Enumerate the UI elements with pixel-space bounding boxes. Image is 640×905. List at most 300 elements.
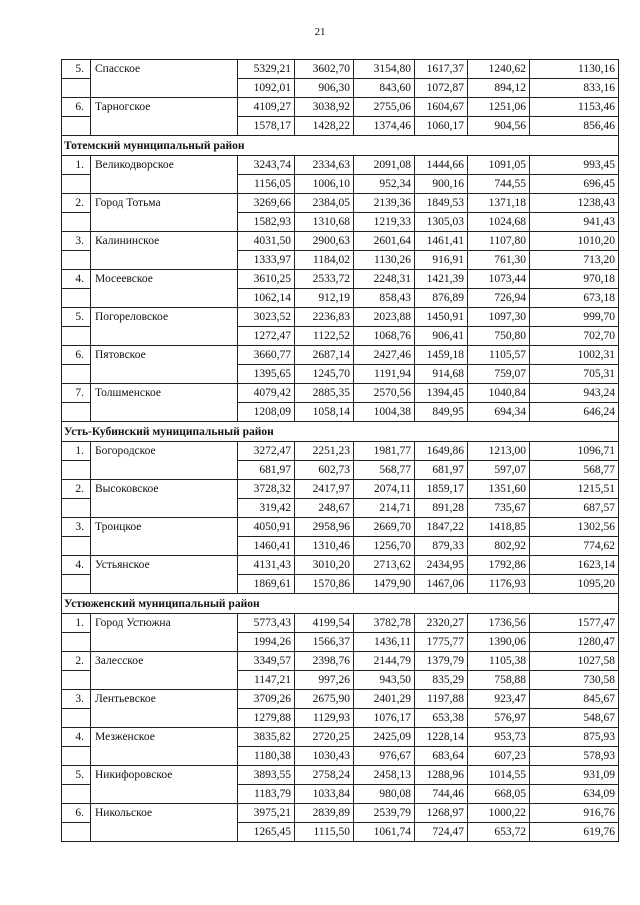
value-cell: 1310,46	[295, 537, 354, 556]
value-cell: 1072,87	[415, 79, 468, 98]
value-cell: 668,05	[468, 785, 530, 804]
value-cell: 1002,31	[530, 346, 619, 365]
tariff-table	[61, 59, 619, 842]
value-cell: 1395,65	[238, 365, 295, 384]
value-cell: 1450,91	[415, 308, 468, 327]
value-cell: 3243,74	[238, 156, 295, 175]
settlement-name: Город Устюжна	[91, 614, 238, 652]
value-cell: 1156,05	[238, 175, 295, 194]
value-cell: 802,92	[468, 537, 530, 556]
value-cell: 607,23	[468, 747, 530, 766]
value-cell: 2251,23	[295, 442, 354, 461]
value-cell: 548,67	[530, 709, 619, 728]
value-cell: 319,42	[238, 499, 295, 518]
value-cell: 2434,95	[415, 556, 468, 575]
value-cell: 1014,55	[468, 766, 530, 785]
table-row	[62, 156, 619, 175]
value-cell: 904,56	[468, 117, 530, 136]
value-cell: 876,89	[415, 289, 468, 308]
value-cell: 912,19	[295, 289, 354, 308]
value-cell: 879,33	[415, 537, 468, 556]
value-cell: 1256,70	[354, 537, 415, 556]
value-cell: 1197,88	[415, 690, 468, 709]
value-cell: 952,34	[354, 175, 415, 194]
value-cell: 875,93	[530, 728, 619, 747]
value-cell: 726,94	[468, 289, 530, 308]
settlement-name: Погореловское	[91, 308, 238, 346]
table-row	[62, 384, 619, 403]
value-cell: 1570,86	[295, 575, 354, 594]
value-cell: 1213,00	[468, 442, 530, 461]
value-cell: 705,31	[530, 365, 619, 384]
value-cell: 1000,22	[468, 804, 530, 823]
section-title: Устюженский муниципальный район	[62, 594, 619, 614]
settlement-name: Пятовское	[91, 346, 238, 384]
value-cell: 4131,43	[238, 556, 295, 575]
row-index-empty	[62, 403, 91, 422]
value-cell: 2320,27	[415, 614, 468, 633]
value-cell: 1280,47	[530, 633, 619, 652]
value-cell: 1351,60	[468, 480, 530, 499]
row-index-empty	[62, 117, 91, 136]
value-cell: 3602,70	[295, 60, 354, 79]
row-index-empty	[62, 327, 91, 346]
value-cell: 1649,86	[415, 442, 468, 461]
value-cell: 2539,79	[354, 804, 415, 823]
value-cell: 1073,44	[468, 270, 530, 289]
value-cell: 941,43	[530, 213, 619, 232]
row-index-empty	[62, 823, 91, 842]
value-cell: 1617,37	[415, 60, 468, 79]
value-cell: 1068,76	[354, 327, 415, 346]
row-index: 5.	[62, 308, 91, 327]
value-cell: 1004,38	[354, 403, 415, 422]
value-cell: 1333,97	[238, 251, 295, 270]
row-index-empty	[62, 633, 91, 652]
value-cell: 1107,80	[468, 232, 530, 251]
settlement-name: Высоковское	[91, 480, 238, 518]
value-cell: 4079,42	[238, 384, 295, 403]
value-cell: 993,45	[530, 156, 619, 175]
value-cell: 1582,93	[238, 213, 295, 232]
table-row	[62, 442, 619, 461]
value-cell: 1461,41	[415, 232, 468, 251]
value-cell: 1228,14	[415, 728, 468, 747]
value-cell: 999,70	[530, 308, 619, 327]
row-index-empty	[62, 289, 91, 308]
value-cell: 1105,57	[468, 346, 530, 365]
table-row	[62, 766, 619, 785]
settlement-name: Богородское	[91, 442, 238, 480]
value-cell: 3782,78	[354, 614, 415, 633]
value-cell: 2687,14	[295, 346, 354, 365]
value-cell: 750,80	[468, 327, 530, 346]
row-index-empty	[62, 461, 91, 480]
table-row	[62, 98, 619, 117]
value-cell: 1444,66	[415, 156, 468, 175]
value-cell: 761,30	[468, 251, 530, 270]
value-cell: 724,47	[415, 823, 468, 842]
value-cell: 576,97	[468, 709, 530, 728]
value-cell: 2091,08	[354, 156, 415, 175]
row-index-empty	[62, 537, 91, 556]
settlement-name: Мосеевское	[91, 270, 238, 308]
settlement-name: Никифоровское	[91, 766, 238, 804]
value-cell: 646,24	[530, 403, 619, 422]
row-index: 2.	[62, 652, 91, 671]
value-cell: 619,76	[530, 823, 619, 842]
table-row	[62, 308, 619, 327]
value-cell: 1062,14	[238, 289, 295, 308]
value-cell: 1279,88	[238, 709, 295, 728]
value-cell: 916,76	[530, 804, 619, 823]
value-cell: 3610,25	[238, 270, 295, 289]
settlement-name: Мезженское	[91, 728, 238, 766]
value-cell: 1097,30	[468, 308, 530, 327]
row-index: 4.	[62, 270, 91, 289]
value-cell: 1436,11	[354, 633, 415, 652]
table-row	[62, 194, 619, 213]
table-row	[62, 346, 619, 365]
value-cell: 2334,63	[295, 156, 354, 175]
value-cell: 1578,17	[238, 117, 295, 136]
section-header-row	[62, 594, 619, 614]
row-index: 1.	[62, 156, 91, 175]
value-cell: 1033,84	[295, 785, 354, 804]
value-cell: 4199,54	[295, 614, 354, 633]
value-cell: 713,20	[530, 251, 619, 270]
value-cell: 3893,55	[238, 766, 295, 785]
row-index-empty	[62, 747, 91, 766]
table-row	[62, 690, 619, 709]
value-cell: 578,93	[530, 747, 619, 766]
value-cell: 634,09	[530, 785, 619, 804]
row-index: 6.	[62, 346, 91, 365]
value-cell: 683,64	[415, 747, 468, 766]
value-cell: 2398,76	[295, 652, 354, 671]
value-cell: 1153,46	[530, 98, 619, 117]
value-cell: 1215,51	[530, 480, 619, 499]
value-cell: 980,08	[354, 785, 415, 804]
value-cell: 1027,58	[530, 652, 619, 671]
value-cell: 1060,17	[415, 117, 468, 136]
value-cell: 1092,01	[238, 79, 295, 98]
table-row	[62, 60, 619, 79]
section-title: Тотемский муниципальный район	[62, 136, 619, 156]
value-cell: 943,50	[354, 671, 415, 690]
value-cell: 5329,21	[238, 60, 295, 79]
row-index: 3.	[62, 518, 91, 537]
value-cell: 3975,21	[238, 804, 295, 823]
value-cell: 1091,05	[468, 156, 530, 175]
value-cell: 702,70	[530, 327, 619, 346]
value-cell: 3023,52	[238, 308, 295, 327]
value-cell: 2401,29	[354, 690, 415, 709]
value-cell: 1288,96	[415, 766, 468, 785]
row-index: 2.	[62, 480, 91, 499]
row-index: 3.	[62, 232, 91, 251]
value-cell: 1095,20	[530, 575, 619, 594]
row-index: 4.	[62, 556, 91, 575]
value-cell: 687,57	[530, 499, 619, 518]
value-cell: 1219,33	[354, 213, 415, 232]
value-cell: 694,34	[468, 403, 530, 422]
value-cell: 1183,79	[238, 785, 295, 804]
value-cell: 1030,43	[295, 747, 354, 766]
value-cell: 1010,20	[530, 232, 619, 251]
value-cell: 976,67	[354, 747, 415, 766]
value-cell: 1566,37	[295, 633, 354, 652]
settlement-name: Спасское	[91, 60, 238, 98]
value-cell: 744,46	[415, 785, 468, 804]
value-cell: 3272,47	[238, 442, 295, 461]
value-cell: 2839,89	[295, 804, 354, 823]
value-cell: 1459,18	[415, 346, 468, 365]
value-cell: 914,68	[415, 365, 468, 384]
value-cell: 1238,43	[530, 194, 619, 213]
value-cell: 602,73	[295, 461, 354, 480]
value-cell: 730,58	[530, 671, 619, 690]
value-cell: 845,67	[530, 690, 619, 709]
value-cell: 916,91	[415, 251, 468, 270]
value-cell: 931,09	[530, 766, 619, 785]
value-cell: 1058,14	[295, 403, 354, 422]
value-cell: 744,55	[468, 175, 530, 194]
value-cell: 696,45	[530, 175, 619, 194]
value-cell: 970,18	[530, 270, 619, 289]
value-cell: 1479,90	[354, 575, 415, 594]
row-index: 5.	[62, 60, 91, 79]
value-cell: 653,38	[415, 709, 468, 728]
value-cell: 1191,94	[354, 365, 415, 384]
value-cell: 5773,43	[238, 614, 295, 633]
table-row	[62, 728, 619, 747]
table-row	[62, 270, 619, 289]
value-cell: 735,67	[468, 499, 530, 518]
value-cell: 1869,61	[238, 575, 295, 594]
value-cell: 2425,09	[354, 728, 415, 747]
value-cell: 3728,32	[238, 480, 295, 499]
value-cell: 997,26	[295, 671, 354, 690]
value-cell: 1130,26	[354, 251, 415, 270]
value-cell: 1265,45	[238, 823, 295, 842]
value-cell: 1122,52	[295, 327, 354, 346]
value-cell: 653,72	[468, 823, 530, 842]
value-cell: 4031,50	[238, 232, 295, 251]
value-cell: 833,16	[530, 79, 619, 98]
value-cell: 906,30	[295, 79, 354, 98]
value-cell: 856,46	[530, 117, 619, 136]
table-row	[62, 804, 619, 823]
value-cell: 1859,17	[415, 480, 468, 499]
value-cell: 568,77	[354, 461, 415, 480]
row-index-empty	[62, 213, 91, 232]
value-cell: 891,28	[415, 499, 468, 518]
value-cell: 2384,05	[295, 194, 354, 213]
settlement-name: Залесское	[91, 652, 238, 690]
value-cell: 2533,72	[295, 270, 354, 289]
value-cell: 1245,70	[295, 365, 354, 384]
settlement-name: Тарногское	[91, 98, 238, 136]
value-cell: 906,41	[415, 327, 468, 346]
value-cell: 2427,46	[354, 346, 415, 365]
value-cell: 681,97	[238, 461, 295, 480]
table-row	[62, 232, 619, 251]
table-row	[62, 614, 619, 633]
value-cell: 2144,79	[354, 652, 415, 671]
value-cell: 3660,77	[238, 346, 295, 365]
value-cell: 1390,06	[468, 633, 530, 652]
table-row	[62, 556, 619, 575]
row-index: 1.	[62, 614, 91, 633]
value-cell: 2570,56	[354, 384, 415, 403]
value-cell: 2675,90	[295, 690, 354, 709]
row-index: 2.	[62, 194, 91, 213]
value-cell: 248,67	[295, 499, 354, 518]
row-index-empty	[62, 365, 91, 384]
row-index-empty	[62, 251, 91, 270]
row-index: 7.	[62, 384, 91, 403]
settlement-name: Троицкое	[91, 518, 238, 556]
value-cell: 1176,93	[468, 575, 530, 594]
value-cell: 900,16	[415, 175, 468, 194]
value-cell: 849,95	[415, 403, 468, 422]
value-cell: 1775,77	[415, 633, 468, 652]
value-cell: 3835,82	[238, 728, 295, 747]
value-cell: 1428,22	[295, 117, 354, 136]
value-cell: 1981,77	[354, 442, 415, 461]
table-row	[62, 480, 619, 499]
value-cell: 923,47	[468, 690, 530, 709]
value-cell: 894,12	[468, 79, 530, 98]
value-cell: 3154,80	[354, 60, 415, 79]
value-cell: 1577,47	[530, 614, 619, 633]
value-cell: 3269,66	[238, 194, 295, 213]
value-cell: 1302,56	[530, 518, 619, 537]
value-cell: 2417,97	[295, 480, 354, 499]
row-index: 1.	[62, 442, 91, 461]
table-body	[62, 60, 619, 842]
value-cell: 858,43	[354, 289, 415, 308]
value-cell: 1129,93	[295, 709, 354, 728]
row-index-empty	[62, 671, 91, 690]
value-cell: 1379,79	[415, 652, 468, 671]
row-index: 3.	[62, 690, 91, 709]
section-header-row	[62, 136, 619, 156]
settlement-name: Великодворское	[91, 156, 238, 194]
settlement-name: Никольское	[91, 804, 238, 842]
value-cell: 1310,68	[295, 213, 354, 232]
value-cell: 1208,09	[238, 403, 295, 422]
value-cell: 3010,20	[295, 556, 354, 575]
value-cell: 2669,70	[354, 518, 415, 537]
value-cell: 1096,71	[530, 442, 619, 461]
value-cell: 2713,62	[354, 556, 415, 575]
value-cell: 1460,41	[238, 537, 295, 556]
value-cell: 1421,39	[415, 270, 468, 289]
value-cell: 1604,67	[415, 98, 468, 117]
section-title: Усть-Кубинский муниципальный район	[62, 422, 619, 442]
value-cell: 597,07	[468, 461, 530, 480]
value-cell: 1061,74	[354, 823, 415, 842]
value-cell: 2900,63	[295, 232, 354, 251]
value-cell: 1272,47	[238, 327, 295, 346]
row-index: 6.	[62, 804, 91, 823]
table-row	[62, 518, 619, 537]
value-cell: 2074,11	[354, 480, 415, 499]
row-index-empty	[62, 575, 91, 594]
value-cell: 568,77	[530, 461, 619, 480]
value-cell: 2720,25	[295, 728, 354, 747]
value-cell: 1994,26	[238, 633, 295, 652]
value-cell: 2755,06	[354, 98, 415, 117]
value-cell: 673,18	[530, 289, 619, 308]
value-cell: 3709,26	[238, 690, 295, 709]
value-cell: 2885,35	[295, 384, 354, 403]
value-cell: 2458,13	[354, 766, 415, 785]
value-cell: 1006,10	[295, 175, 354, 194]
value-cell: 1467,06	[415, 575, 468, 594]
value-cell: 835,29	[415, 671, 468, 690]
value-cell: 2958,96	[295, 518, 354, 537]
value-cell: 843,60	[354, 79, 415, 98]
value-cell: 3349,57	[238, 652, 295, 671]
value-cell: 2758,24	[295, 766, 354, 785]
settlement-name: Устьянское	[91, 556, 238, 594]
value-cell: 2023,88	[354, 308, 415, 327]
settlement-name: Калининское	[91, 232, 238, 270]
value-cell: 1115,50	[295, 823, 354, 842]
settlement-name: Город Тотьма	[91, 194, 238, 232]
value-cell: 1180,38	[238, 747, 295, 766]
row-index-empty	[62, 709, 91, 728]
value-cell: 1147,21	[238, 671, 295, 690]
value-cell: 1251,06	[468, 98, 530, 117]
value-cell: 2601,64	[354, 232, 415, 251]
value-cell: 1394,45	[415, 384, 468, 403]
row-index: 6.	[62, 98, 91, 117]
value-cell: 1418,85	[468, 518, 530, 537]
row-index-empty	[62, 79, 91, 98]
page-number: 21	[314, 26, 326, 38]
row-index-empty	[62, 175, 91, 194]
value-cell: 1240,62	[468, 60, 530, 79]
settlement-name: Лентьевское	[91, 690, 238, 728]
value-cell: 1305,03	[415, 213, 468, 232]
row-index: 4.	[62, 728, 91, 747]
table-row	[62, 652, 619, 671]
value-cell: 2236,83	[295, 308, 354, 327]
value-cell: 1623,14	[530, 556, 619, 575]
value-cell: 758,88	[468, 671, 530, 690]
value-cell: 4050,91	[238, 518, 295, 537]
settlement-name: Толшменское	[91, 384, 238, 422]
value-cell: 774,62	[530, 537, 619, 556]
value-cell: 943,24	[530, 384, 619, 403]
value-cell: 1076,17	[354, 709, 415, 728]
value-cell: 1130,16	[530, 60, 619, 79]
value-cell: 214,71	[354, 499, 415, 518]
value-cell: 1184,02	[295, 251, 354, 270]
value-cell: 2248,31	[354, 270, 415, 289]
value-cell: 1847,22	[415, 518, 468, 537]
value-cell: 1268,97	[415, 804, 468, 823]
value-cell: 953,73	[468, 728, 530, 747]
value-cell: 1105,38	[468, 652, 530, 671]
value-cell: 2139,36	[354, 194, 415, 213]
value-cell: 1849,53	[415, 194, 468, 213]
value-cell: 1792,86	[468, 556, 530, 575]
